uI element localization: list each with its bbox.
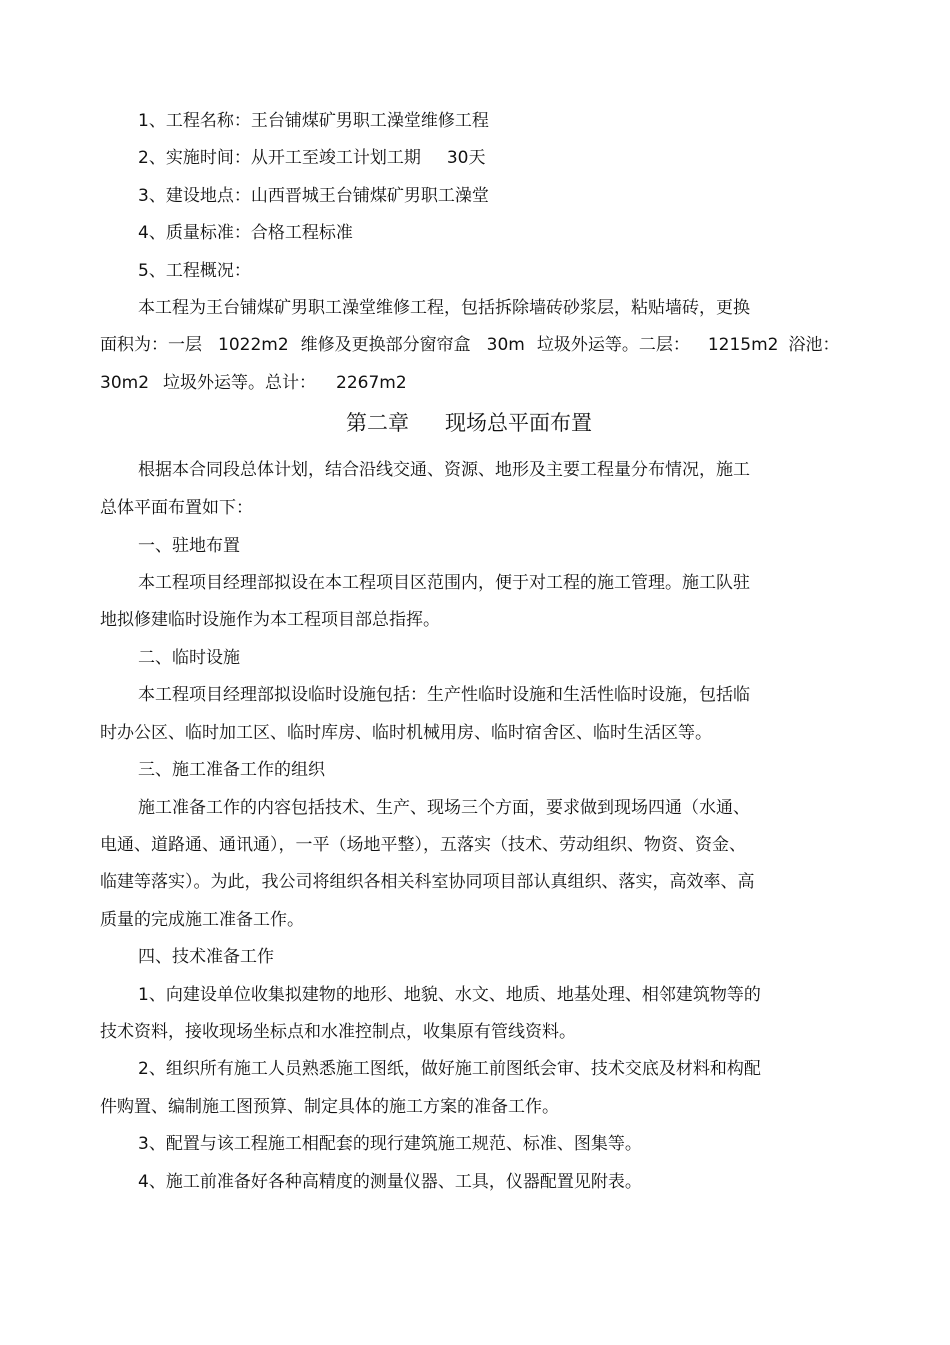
- overview-text: 垃圾外运等。二层：: [536, 335, 690, 355]
- overview-text: 面积为：一层: [100, 335, 202, 355]
- section-4-item-2-line-2: 件购置、编制施工图预算、制定具体的施工方案的准备工作。: [100, 1097, 559, 1117]
- overview-text: 垃圾外运等。总计：: [163, 373, 317, 393]
- section-3-line-2: 电通、道路通、通讯通），一平（场地平整），五落实（技术、劳动组织、物资、资金、: [100, 835, 746, 855]
- section-2-title: 二、临时设施: [138, 648, 240, 668]
- section-3-title: 三、施工准备工作的组织: [138, 760, 325, 780]
- overview-text: 浴池：: [788, 335, 840, 355]
- overview-value: 30m2: [100, 373, 150, 393]
- section-1-line-1: 本工程项目经理部拟设在本工程项目区范围内，便于对工程的施工管理。施工队驻: [138, 573, 750, 593]
- item-schedule-label: 2、实施时间：从开工至竣工计划工期: [138, 148, 421, 168]
- chapter-number: 第二章: [346, 411, 409, 435]
- item-project-name: 1、工程名称：王台铺煤矿男职工澡堂维修工程: [138, 111, 489, 131]
- section-1-title: 一、驻地布置: [138, 536, 240, 556]
- section-4-item-1-line-2: 技术资料，接收现场坐标点和水准控制点，收集原有管线资料。: [100, 1022, 576, 1042]
- section-2-line-1: 本工程项目经理部拟设临时设施包括：生产性临时设施和生活性临时设施，包括临: [138, 685, 750, 705]
- chapter-title: 现场总平面布置: [445, 411, 592, 435]
- overview-line-3: [100, 371, 407, 395]
- overview-value: 1022m2: [218, 335, 289, 355]
- chapter-2-heading: [346, 409, 592, 437]
- section-4-item-3: 3、配置与该工程施工相配套的现行建筑施工规范、标准、图集等。: [138, 1134, 642, 1154]
- item-schedule: [138, 146, 485, 170]
- section-1-line-2: 地拟修建临时设施作为本工程项目部总指挥。: [100, 610, 440, 630]
- overview-value: 30m: [486, 335, 525, 355]
- item-overview-label: 5、工程概况：: [138, 261, 251, 281]
- section-2-line-2: 时办公区、临时加工区、临时库房、临时机械用房、临时宿舍区、临时生活区等。: [100, 723, 712, 743]
- overview-line-1: 本工程为王台铺煤矿男职工澡堂维修工程，包括拆除墙砖砂浆层，粘贴墙砖，更换: [138, 298, 750, 318]
- section-4-title: 四、技术准备工作: [138, 947, 274, 967]
- overview-line-2: [100, 333, 839, 357]
- overview-value: 1215m2: [707, 335, 779, 355]
- item-schedule-value: 30天: [446, 148, 486, 168]
- item-quality: 4、质量标准：合格工程标准: [138, 223, 353, 243]
- section-4-item-1-line-1: 1、向建设单位收集拟建物的地形、地貌、水文、地质、地基处理、相邻建筑物等的: [138, 985, 761, 1005]
- intro-line-2: 总体平面布置如下：: [100, 498, 253, 518]
- section-3-line-4: 质量的完成施工准备工作。: [100, 910, 304, 930]
- overview-text: 维修及更换部分窗帘盒: [300, 335, 471, 355]
- section-3-line-1: 施工准备工作的内容包括技术、生产、现场三个方面，要求做到现场四通（水通、: [138, 798, 750, 818]
- intro-line-1: 根据本合同段总体计划，结合沿线交通、资源、地形及主要工程量分布情况，施工: [138, 460, 750, 480]
- section-3-line-3: 临建等落实）。为此，我公司将组织各相关科室协同项目部认真组织、落实，高效率、高: [100, 872, 755, 892]
- section-4-item-2-line-1: 2、组织所有施工人员熟悉施工图纸，做好施工前图纸会审、技术交底及材料和构配: [138, 1059, 761, 1079]
- overview-value: 2267m2: [336, 373, 407, 393]
- item-location: 3、建设地点：山西晋城王台铺煤矿男职工澡堂: [138, 186, 489, 206]
- section-4-item-4: 4、施工前准备好各种高精度的测量仪器、工具，仪器配置见附表。: [138, 1172, 642, 1192]
